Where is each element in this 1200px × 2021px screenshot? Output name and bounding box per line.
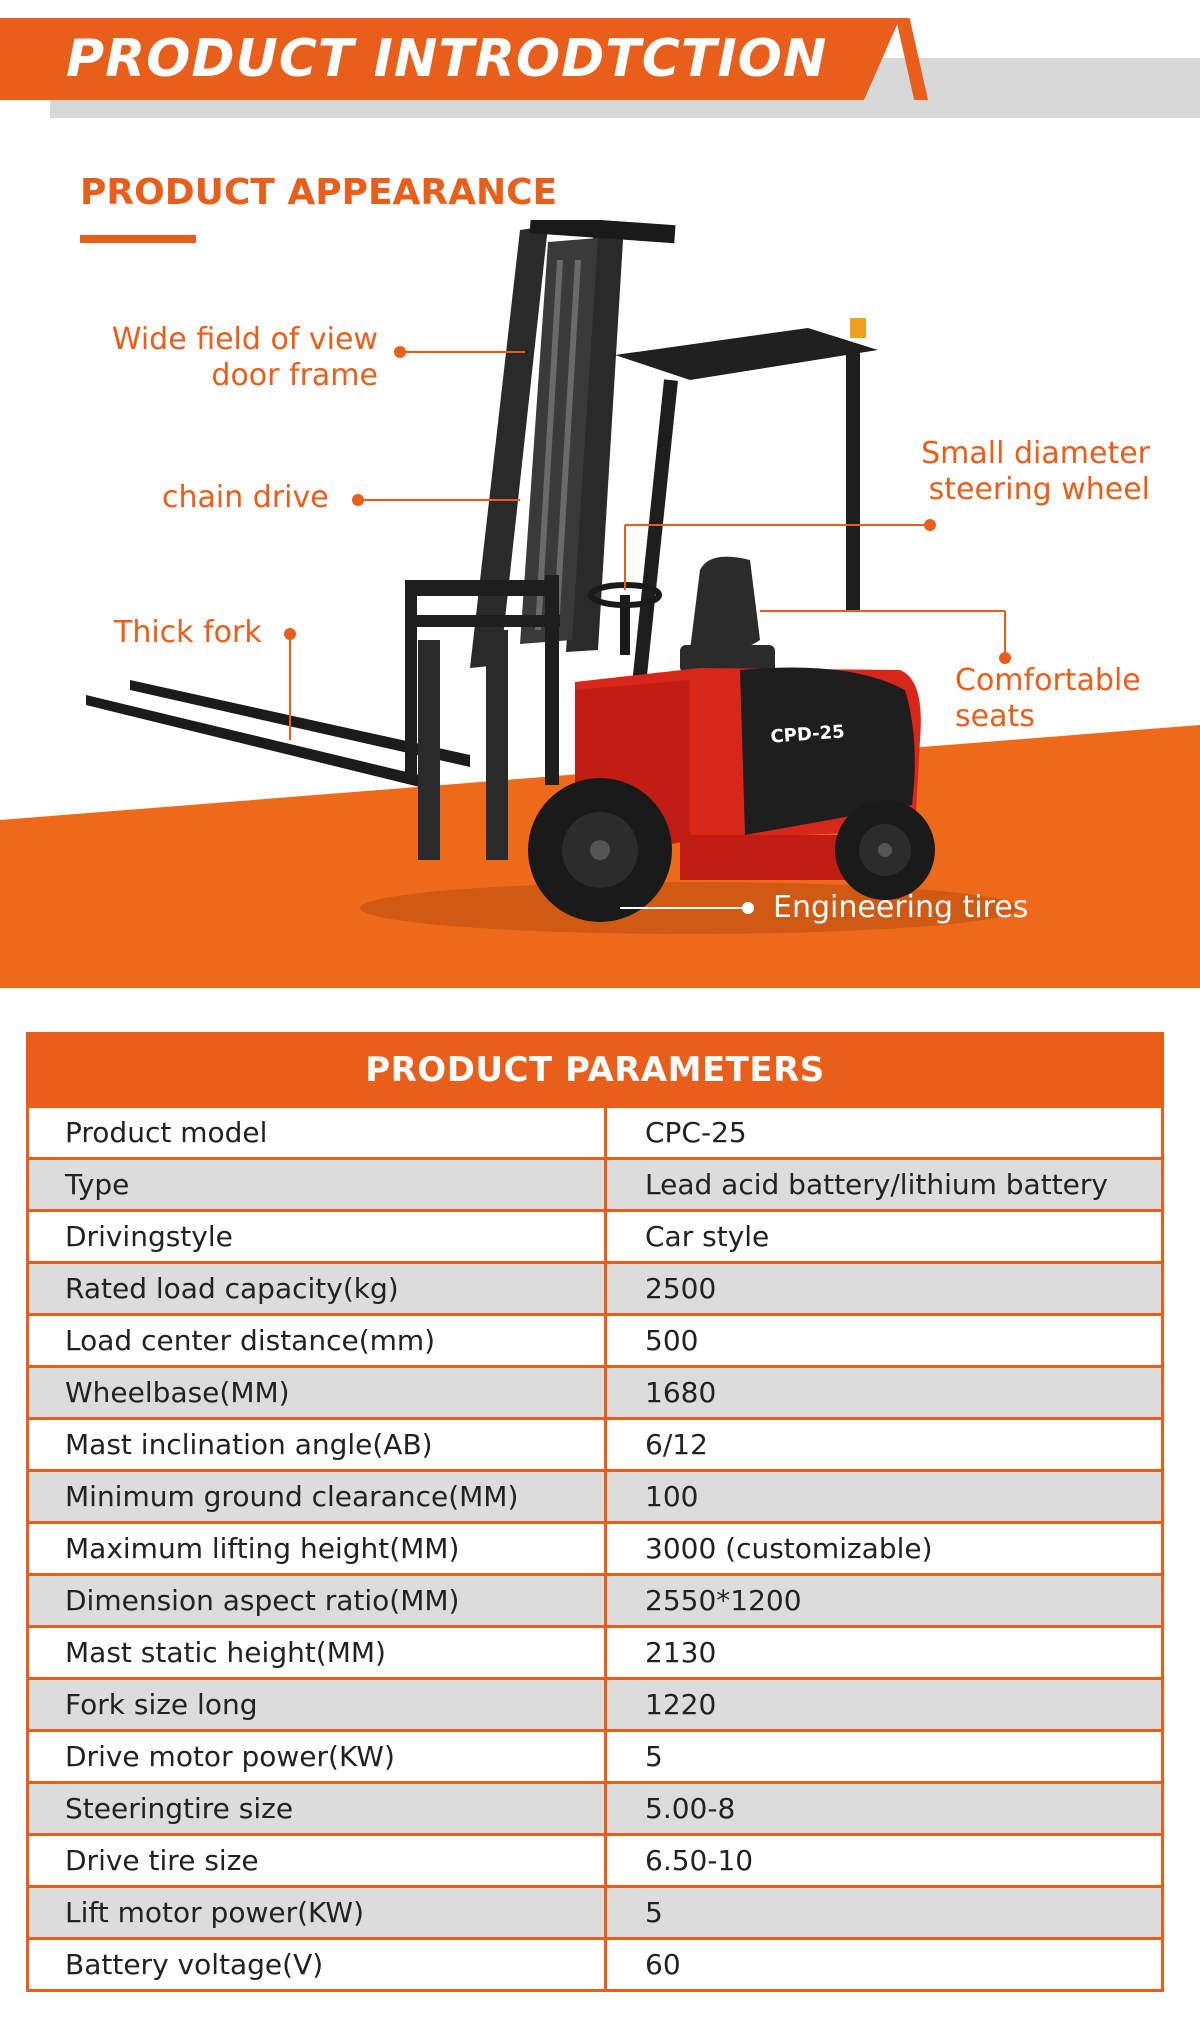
table-row [29, 1729, 1161, 1781]
callout-wide-view-line1: Wide field of view [111, 322, 378, 357]
parameters-header: PRODUCT PARAMETERS [29, 1035, 1161, 1105]
table-row [29, 1365, 1161, 1417]
callout-tires: Engineering tires [773, 890, 1029, 925]
param-label: Lift motor power(KW) [29, 1888, 607, 1937]
table-row [29, 1677, 1161, 1729]
rear-hub [878, 843, 892, 857]
param-value: 3000 (customizable) [645, 1532, 933, 1565]
param-value: 2500 [645, 1272, 717, 1305]
param-value: 100 [645, 1480, 699, 1513]
fork-shank-left [418, 640, 440, 860]
section-heading-appearance: PRODUCT APPEARANCE [80, 172, 558, 213]
param-label: Type [29, 1160, 607, 1209]
param-label: Drivingstyle [29, 1212, 607, 1261]
table-row [29, 1833, 1161, 1885]
callout-wide-view-line2: door frame [211, 358, 378, 393]
param-label: Load center distance(mm) [29, 1316, 607, 1365]
steering-column [620, 595, 630, 655]
table-row [29, 1573, 1161, 1625]
param-value: 2130 [645, 1636, 717, 1669]
table-row [29, 1469, 1161, 1521]
param-value: 5 [645, 1896, 663, 1929]
callout-steering-wheel [921, 436, 1150, 508]
carriage-bar-mid [410, 615, 560, 627]
parameters-table [26, 1032, 1164, 1992]
fork-shank-right [486, 630, 508, 860]
param-label: Fork size long [29, 1680, 607, 1729]
overhead-guard [615, 328, 878, 380]
param-label: Minimum ground clearance(MM) [29, 1472, 607, 1521]
carriage-post-right [545, 575, 559, 785]
param-label: Dimension aspect ratio(MM) [29, 1576, 607, 1625]
param-label: Drive motor power(KW) [29, 1732, 607, 1781]
param-value: Lead acid battery/lithium battery [645, 1168, 1108, 1201]
callout-seats-line1: Comfortable [955, 663, 1141, 698]
warning-light [850, 318, 866, 338]
table-row [29, 1625, 1161, 1677]
param-label: Mast inclination angle(AB) [29, 1420, 607, 1469]
callout-steering-line1: Small diameter [921, 436, 1150, 471]
callout-thick-fork: Thick fork [114, 615, 262, 650]
carriage-post-left [405, 580, 417, 780]
param-label: Rated load capacity(kg) [29, 1264, 607, 1313]
dot-tires [742, 902, 754, 914]
dot-wide-view [394, 346, 406, 358]
front-hub [590, 840, 610, 860]
callout-seats-line2: seats [955, 699, 1035, 734]
param-label: Mast static height(MM) [29, 1628, 607, 1677]
callout-steering-line2: steering wheel [928, 472, 1150, 507]
table-row [29, 1885, 1161, 1937]
callout-wide-view [112, 322, 378, 394]
param-value: 5 [645, 1740, 663, 1773]
table-row [29, 1313, 1161, 1365]
dot-chain-drive [352, 494, 364, 506]
param-value: 5.00-8 [645, 1792, 736, 1825]
table-row [29, 1105, 1161, 1157]
table-row [29, 1937, 1161, 1989]
seat-back [690, 557, 760, 652]
param-value: 60 [645, 1948, 681, 1981]
guard-post-rear [846, 350, 860, 610]
param-label: Maximum lifting height(MM) [29, 1524, 607, 1573]
param-value: 500 [645, 1324, 699, 1357]
parameters-rows [29, 1105, 1161, 1989]
callout-seats [955, 663, 1141, 735]
table-row [29, 1521, 1161, 1573]
table-row [29, 1261, 1161, 1313]
table-row [29, 1209, 1161, 1261]
param-value: 2550*1200 [645, 1584, 802, 1617]
callout-chain-drive: chain drive [162, 480, 329, 515]
table-row [29, 1157, 1161, 1209]
param-label: Steeringtire size [29, 1784, 607, 1833]
param-label: Drive tire size [29, 1836, 607, 1885]
dot-steering [924, 519, 936, 531]
param-value: 1680 [645, 1376, 717, 1409]
param-label: Product model [29, 1108, 607, 1157]
param-value: 6/12 [645, 1428, 708, 1461]
param-label: Battery voltage(V) [29, 1940, 607, 1989]
param-value: 1220 [645, 1688, 717, 1721]
dot-thick-fork [284, 628, 296, 640]
model-badge: CPD-25 [769, 721, 846, 748]
table-row [29, 1417, 1161, 1469]
param-value: 6.50-10 [645, 1844, 754, 1877]
param-value: CPC-25 [645, 1116, 747, 1149]
table-row [29, 1781, 1161, 1833]
product-appearance-scene [0, 220, 1200, 988]
param-label: Wheelbase(MM) [29, 1368, 607, 1417]
param-value: Car style [645, 1220, 770, 1253]
page-title: PRODUCT INTRODTCTION [66, 29, 828, 89]
guard-post-front [632, 379, 678, 689]
carriage-bar-top [405, 580, 555, 596]
